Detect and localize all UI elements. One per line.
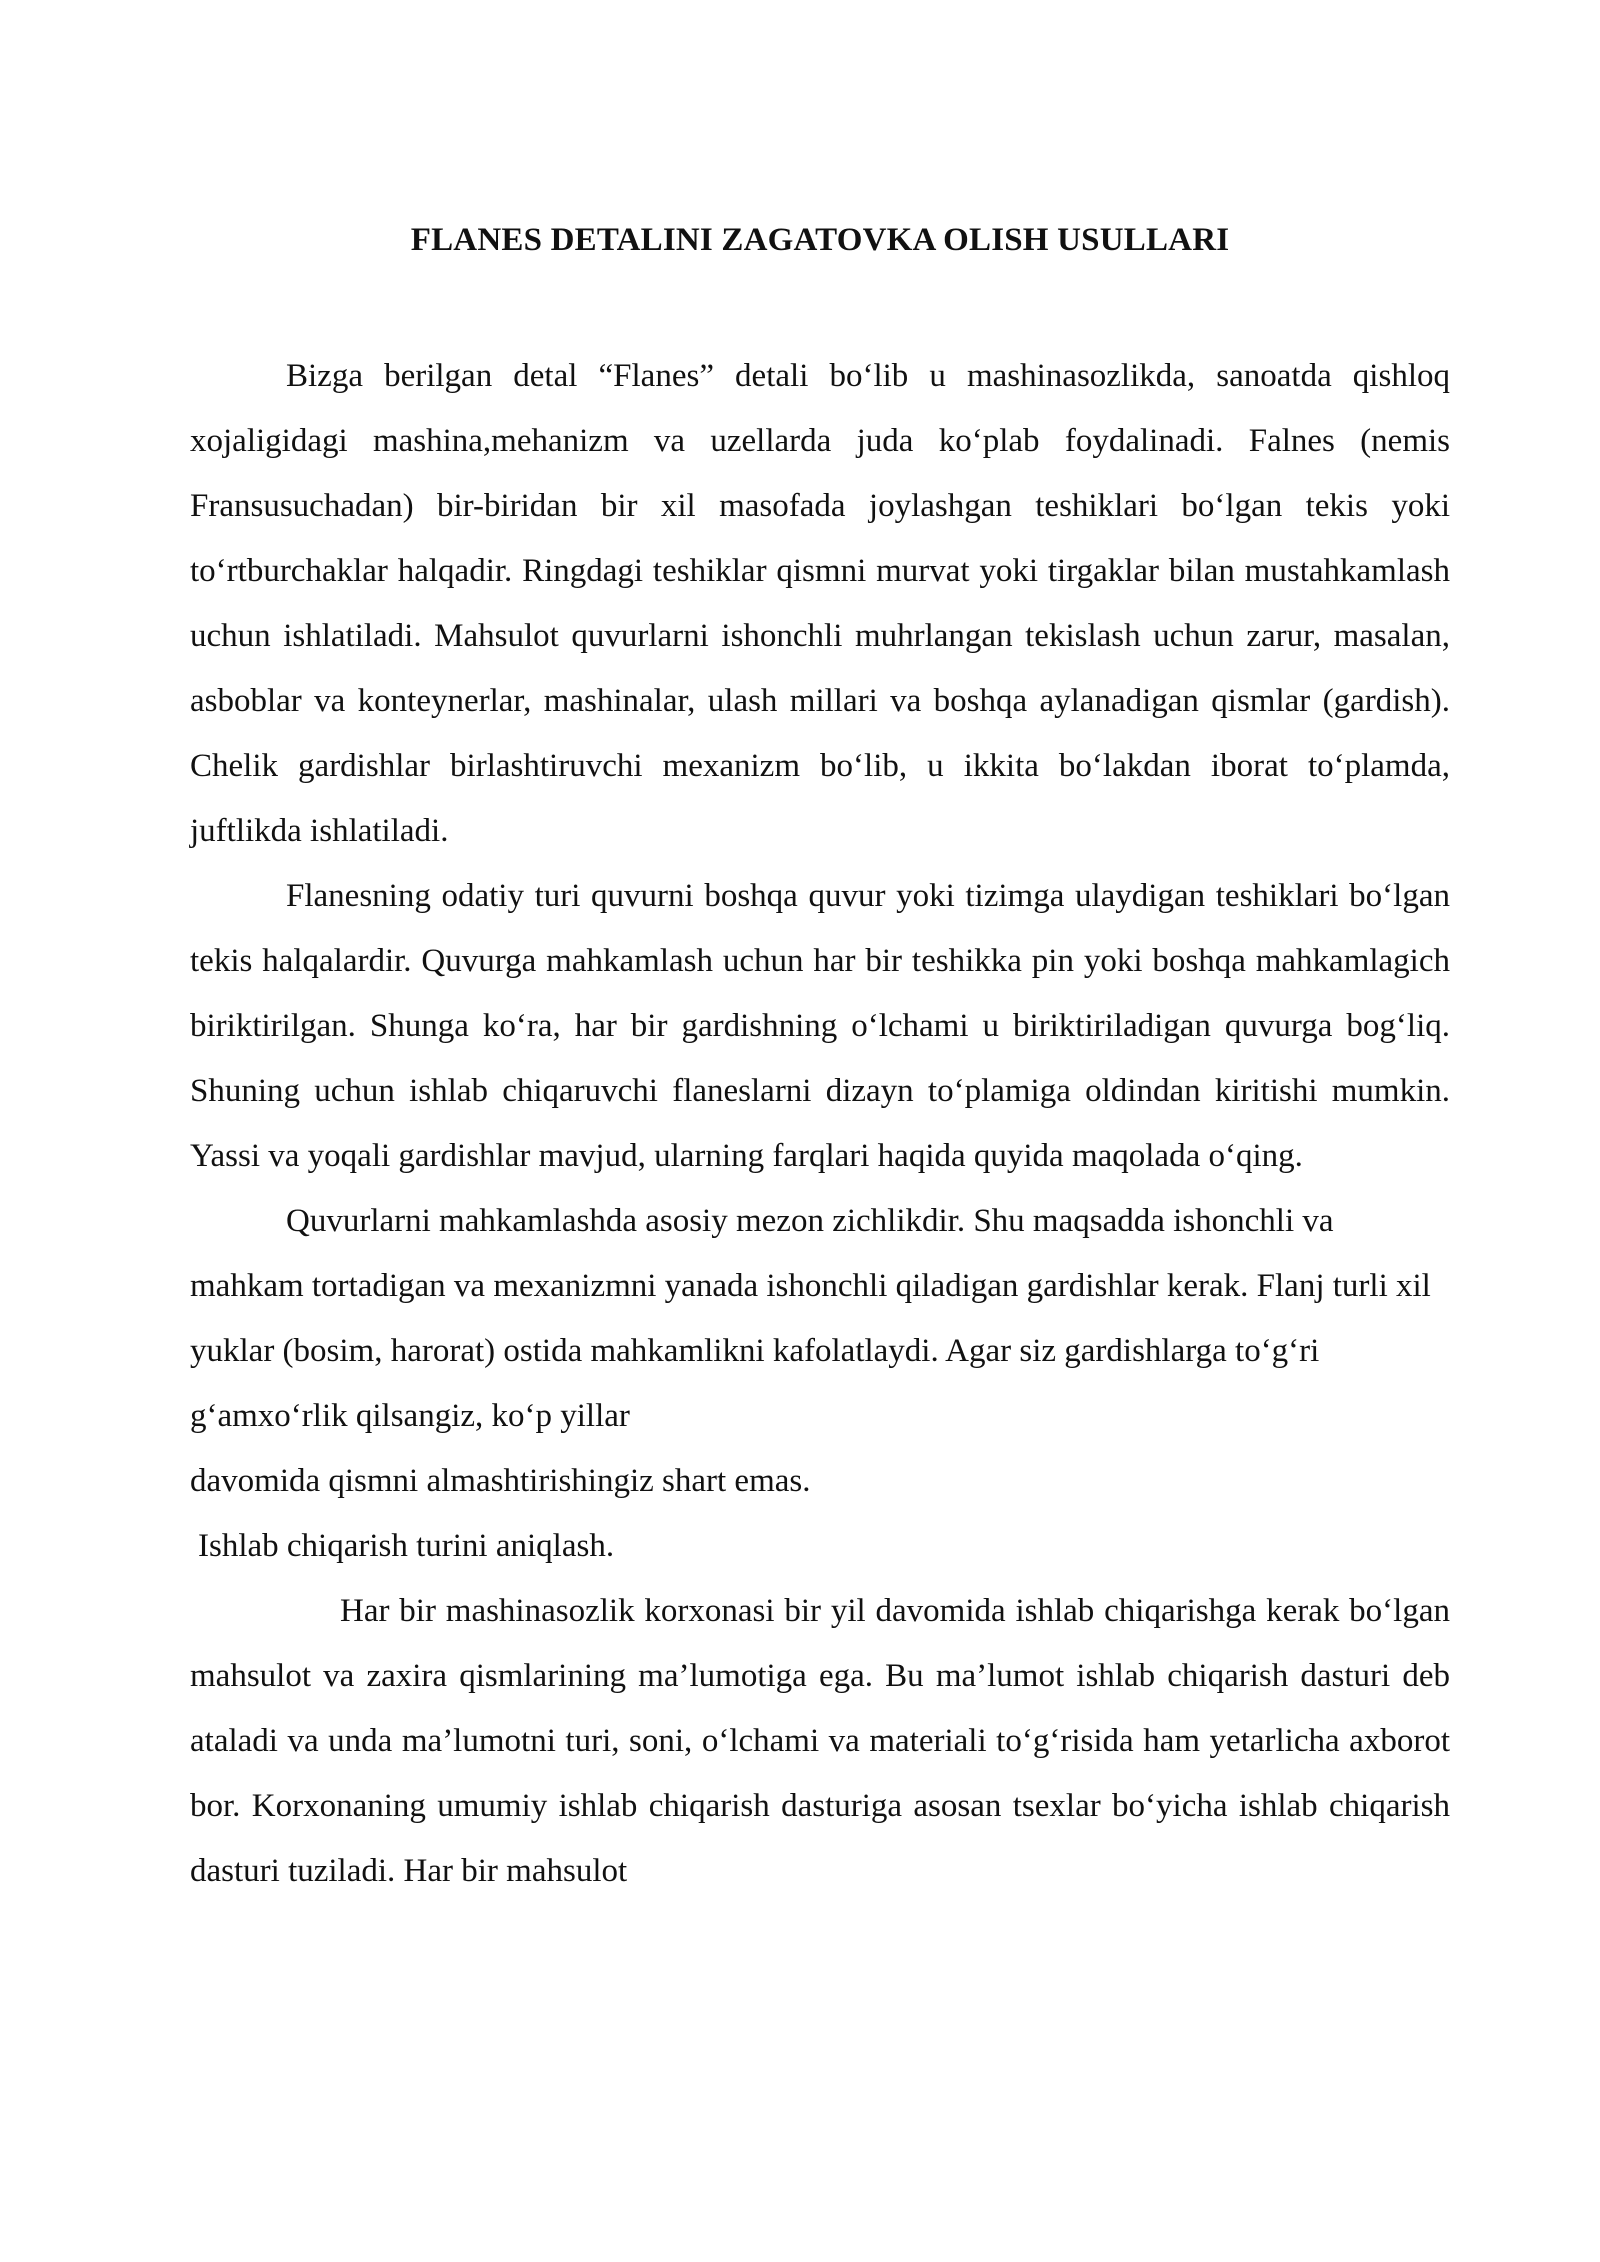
- line-davomida: davomida qismni almashtirishingiz shart emas.: [190, 1463, 811, 1499]
- paragraph-pipe-fastening: Quvurlarni mahkamlashda asosiy mezon zichlikdir. Shu maqsadda ishonchli va mahkam tortadigan va mexanizmni yanada ishonchli qiladigan gardishlar kerak. Flanj turli xil yuklar (bosim, harorat) ostida mahkamlikni kafolatlaydi. Agar siz gardishlarga to‘g‘ri g‘amxo‘rlik qilsangiz, ko‘p yillar: [190, 1203, 1431, 1434]
- paragraph-flanes-types: Flanesning odatiy turi quvurni boshqa quvur yoki tizimga ulaydigan teshiklari bo‘lgan tekis halqalardir. Quvurga mahkamlash uchun har bir teshikka pin yoki boshqa mahkamlagich biriktirilgan. Shunga ko‘ra, har bir gardishning o‘lchami u biriktiriladigan quvurga bog‘liq. Shuning uchun ishlab chiqaruvchi flaneslarni dizayn to‘plamiga oldindan kiritishi mumkin. Yassi va yoqali gardishlar mavjud, ularning farqlari haqida quyida maqolada o‘qing.: [190, 878, 1450, 1174]
- document-body: [190, 344, 1450, 1904]
- paragraph-flanes-intro: Bizga berilgan detal “Flanes” detali bo‘lib u mashinasozlikda, sanoatda qishloq xojaligidagi mashina,mehanizm va uzellarda juda ko‘plab foydalinadi. Falnes (nemis Fransusuchadan) bir-biridan bir xil masofada joylashgan teshiklari bo‘lgan tekis yoki to‘rtburchaklar halqadir. Ringdagi teshiklar qismni murvat yoki tirgaklar bilan mustahkamlash uchun ishlatiladi. Mahsulot quvurlarni ishonchli muhrlangan tekislash uchun zarur, masalan, asboblar va konteynerlar, mashinalar, ulash millari va boshqa aylanadigan qismlar (gardish). Chelik gardishlar birlashtiruvchi mexanizm bo‘lib, u ikkita bo‘lakdan iborat to‘plamda, juftlikda ishlatiladi.: [190, 358, 1450, 849]
- paragraph-production-program: Har bir mashinasozlik korxonasi bir yil davomida ishlab chiqarishga kerak bo‘lgan mahsulot va zaxira qismlarining ma’lumotiga ega. Bu ma’lumot ishlab chiqarish dasturi deb ataladi va unda ma’lumotni turi, soni, o‘lchami va materiali to‘g‘risida ham yetarlicha axborot bor. Korxonaning umumiy ishlab chiqarish dasturiga asosan tsexlar bo‘yicha ishlab chiqarish dasturi tuziladi. Har bir mahsulot: [190, 1593, 1450, 1889]
- document-title: FLANES DETALINI ZAGATOVKA OLISH USULLARI: [410, 222, 1230, 258]
- subheading-production-type: Ishlab chiqarish turini aniqlash.: [198, 1528, 615, 1564]
